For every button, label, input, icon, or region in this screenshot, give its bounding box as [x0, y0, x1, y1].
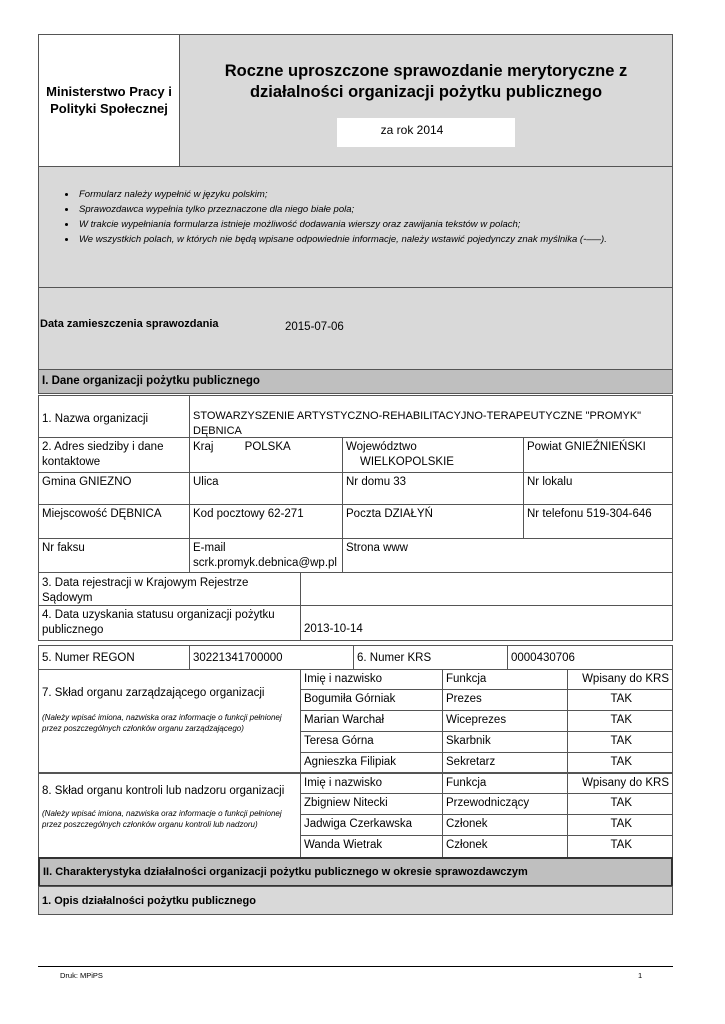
country-field [189, 437, 343, 473]
control-label-cell [38, 773, 301, 858]
board-member-name: Marian Warchał [300, 710, 443, 732]
control-header-krs: Wpisany do KRS [567, 773, 673, 794]
instruction-item: • W trakcie wypełniania formularza istnieje możliwość dodawania wierszy oraz zawijania tekstów w polach; [77, 217, 672, 232]
page-number: 1 [638, 971, 643, 980]
control-header-name: Imię i nazwisko [300, 773, 443, 794]
control-member-name: Zbigniew Nitecki [300, 793, 443, 815]
postcode-field: Kod pocztowy 62-271 [189, 504, 343, 539]
board-member-function: Skarbnik [442, 731, 568, 753]
email-field [189, 538, 343, 573]
voivodeship-label: Województwo [346, 441, 417, 453]
instruction-item: • Sprawozdawca wypełnia tylko przeznaczone dla niego białe pola; [77, 202, 672, 217]
board-member-function: Sekretarz [442, 752, 568, 773]
board-member-krs: TAK [567, 710, 673, 732]
board-member-krs: TAK [567, 731, 673, 753]
regon-label: 5. Numer REGON [38, 645, 190, 670]
board-member-name: Bogumiła Górniak [300, 689, 443, 711]
board-member-name: Teresa Górna [300, 731, 443, 753]
board-member-function: Prezes [442, 689, 568, 711]
control-member-krs: TAK [567, 835, 673, 858]
flat-number-field: Nr lokalu [523, 472, 673, 505]
address-label: 2. Adres siedziby i dane kontaktowe [38, 437, 190, 473]
regon-value: 30221341700000 [189, 645, 354, 670]
board-note: (Należy wpisać imiona, nazwiska oraz informacje o funkcji pełnionej przez poszczególnych członków organu zarządzającego) [42, 713, 282, 733]
control-member-function: Członek [442, 814, 568, 836]
year-label: za rok 2014 [380, 123, 444, 137]
control-member-krs: TAK [567, 793, 673, 815]
krs-registration-label: 3. Data rejestracji w Krajowym Rejestrze Sądowym [38, 572, 301, 606]
board-member-function: Wiceprezes [442, 710, 568, 732]
instructions-list [39, 187, 672, 247]
control-member-name: Jadwiga Czerkawska [300, 814, 443, 836]
town-field: Miejscowość DĘBNICA [38, 504, 190, 539]
submission-date-value: 2015-07-06 [285, 321, 344, 333]
footer-print: Druk: MPiPS [60, 971, 103, 980]
control-note: (Należy wpisać imiona, nazwiska oraz informacje o funkcji pełnionej przez poszczególnych członków organu kontroli lub nadzoru) [42, 809, 282, 829]
house-number-field: Nr domu 33 [342, 472, 524, 505]
section-1-header: I. Dane organizacji pożytku publicznego [38, 369, 673, 394]
org-name-label: 1. Nazwa organizacji [38, 395, 190, 438]
submission-date-label: Data zamieszczenia sprawozdania [40, 318, 219, 330]
board-header-name: Imię i nazwisko [300, 669, 443, 690]
board-member-krs: TAK [567, 689, 673, 711]
country-value: POLSKA [244, 441, 291, 453]
instructions-box [38, 166, 673, 288]
county-field: Powiat GNIEŹNIEŃSKI [523, 437, 673, 473]
commune-field: Gmina GNIEZNO [38, 472, 190, 505]
country-label: Kraj [193, 441, 214, 453]
street-field: Ulica [189, 472, 343, 505]
control-member-function: Członek [442, 835, 568, 858]
krs-registration-value [300, 572, 673, 606]
control-header-function: Funkcja [442, 773, 568, 794]
ministry-name: Ministerstwo Pracy i Polityki Społecznej [46, 84, 172, 116]
email-value: scrk.promyk.debnica@wp.pl [193, 557, 337, 569]
fax-field: Nr faksu [38, 538, 190, 573]
section-2-item-1: 1. Opis działalności pożytku publicznego [38, 886, 673, 915]
krs-number-value: 0000430706 [507, 645, 673, 670]
board-label: 7. Skład organu zarządzającego organizacji [42, 687, 265, 699]
instruction-item: • We wszystkich polach, w których nie będą wpisane odpowiednie informacje, należy wstawić pojedynczy znak myślnika (-–—). [77, 232, 672, 247]
board-member-name: Agnieszka Filipiak [300, 752, 443, 773]
phone-field: Nr telefonu 519-304-646 [523, 504, 673, 539]
post-office-field: Poczta DZIAŁYŃ [342, 504, 524, 539]
email-label: E-mail [193, 542, 226, 554]
control-member-function: Przewodniczący [442, 793, 568, 815]
board-header-krs: Wpisany do KRS [567, 669, 673, 690]
instruction-item: • Formularz należy wypełnić w języku polskim; [77, 187, 672, 202]
voivodeship-value: WIELKOPOLSKIE [360, 456, 454, 468]
opp-status-label: 4. Data uzyskania statusu organizacji pożytku publicznego [38, 605, 301, 641]
control-member-krs: TAK [567, 814, 673, 836]
krs-number-label: 6. Numer KRS [353, 645, 508, 670]
form-title: Roczne uproszczone sprawozdanie merytoryczne z działalności organizacji pożytku publicznego [224, 62, 628, 101]
section-2-header: II. Charakterystyka działalności organizacji pożytku publicznego w okresie sprawozdawczym [38, 857, 673, 887]
opp-status-value: 2013-10-14 [300, 605, 673, 641]
board-header-function: Funkcja [442, 669, 568, 690]
footer-rule [38, 966, 673, 967]
voivodeship-field [342, 437, 524, 473]
board-member-krs: TAK [567, 752, 673, 773]
control-member-name: Wanda Wietrak [300, 835, 443, 858]
org-name-value: STOWARZYSZENIE ARTYSTYCZNO-REHABILITACYJNO-TERAPEUTYCZNE "PROMYK" DĘBNICA [189, 395, 673, 438]
board-label-cell [38, 669, 301, 773]
www-field: Strona www [342, 538, 673, 573]
control-label: 8. Skład organu kontroli lub nadzoru organizacji [42, 785, 285, 797]
